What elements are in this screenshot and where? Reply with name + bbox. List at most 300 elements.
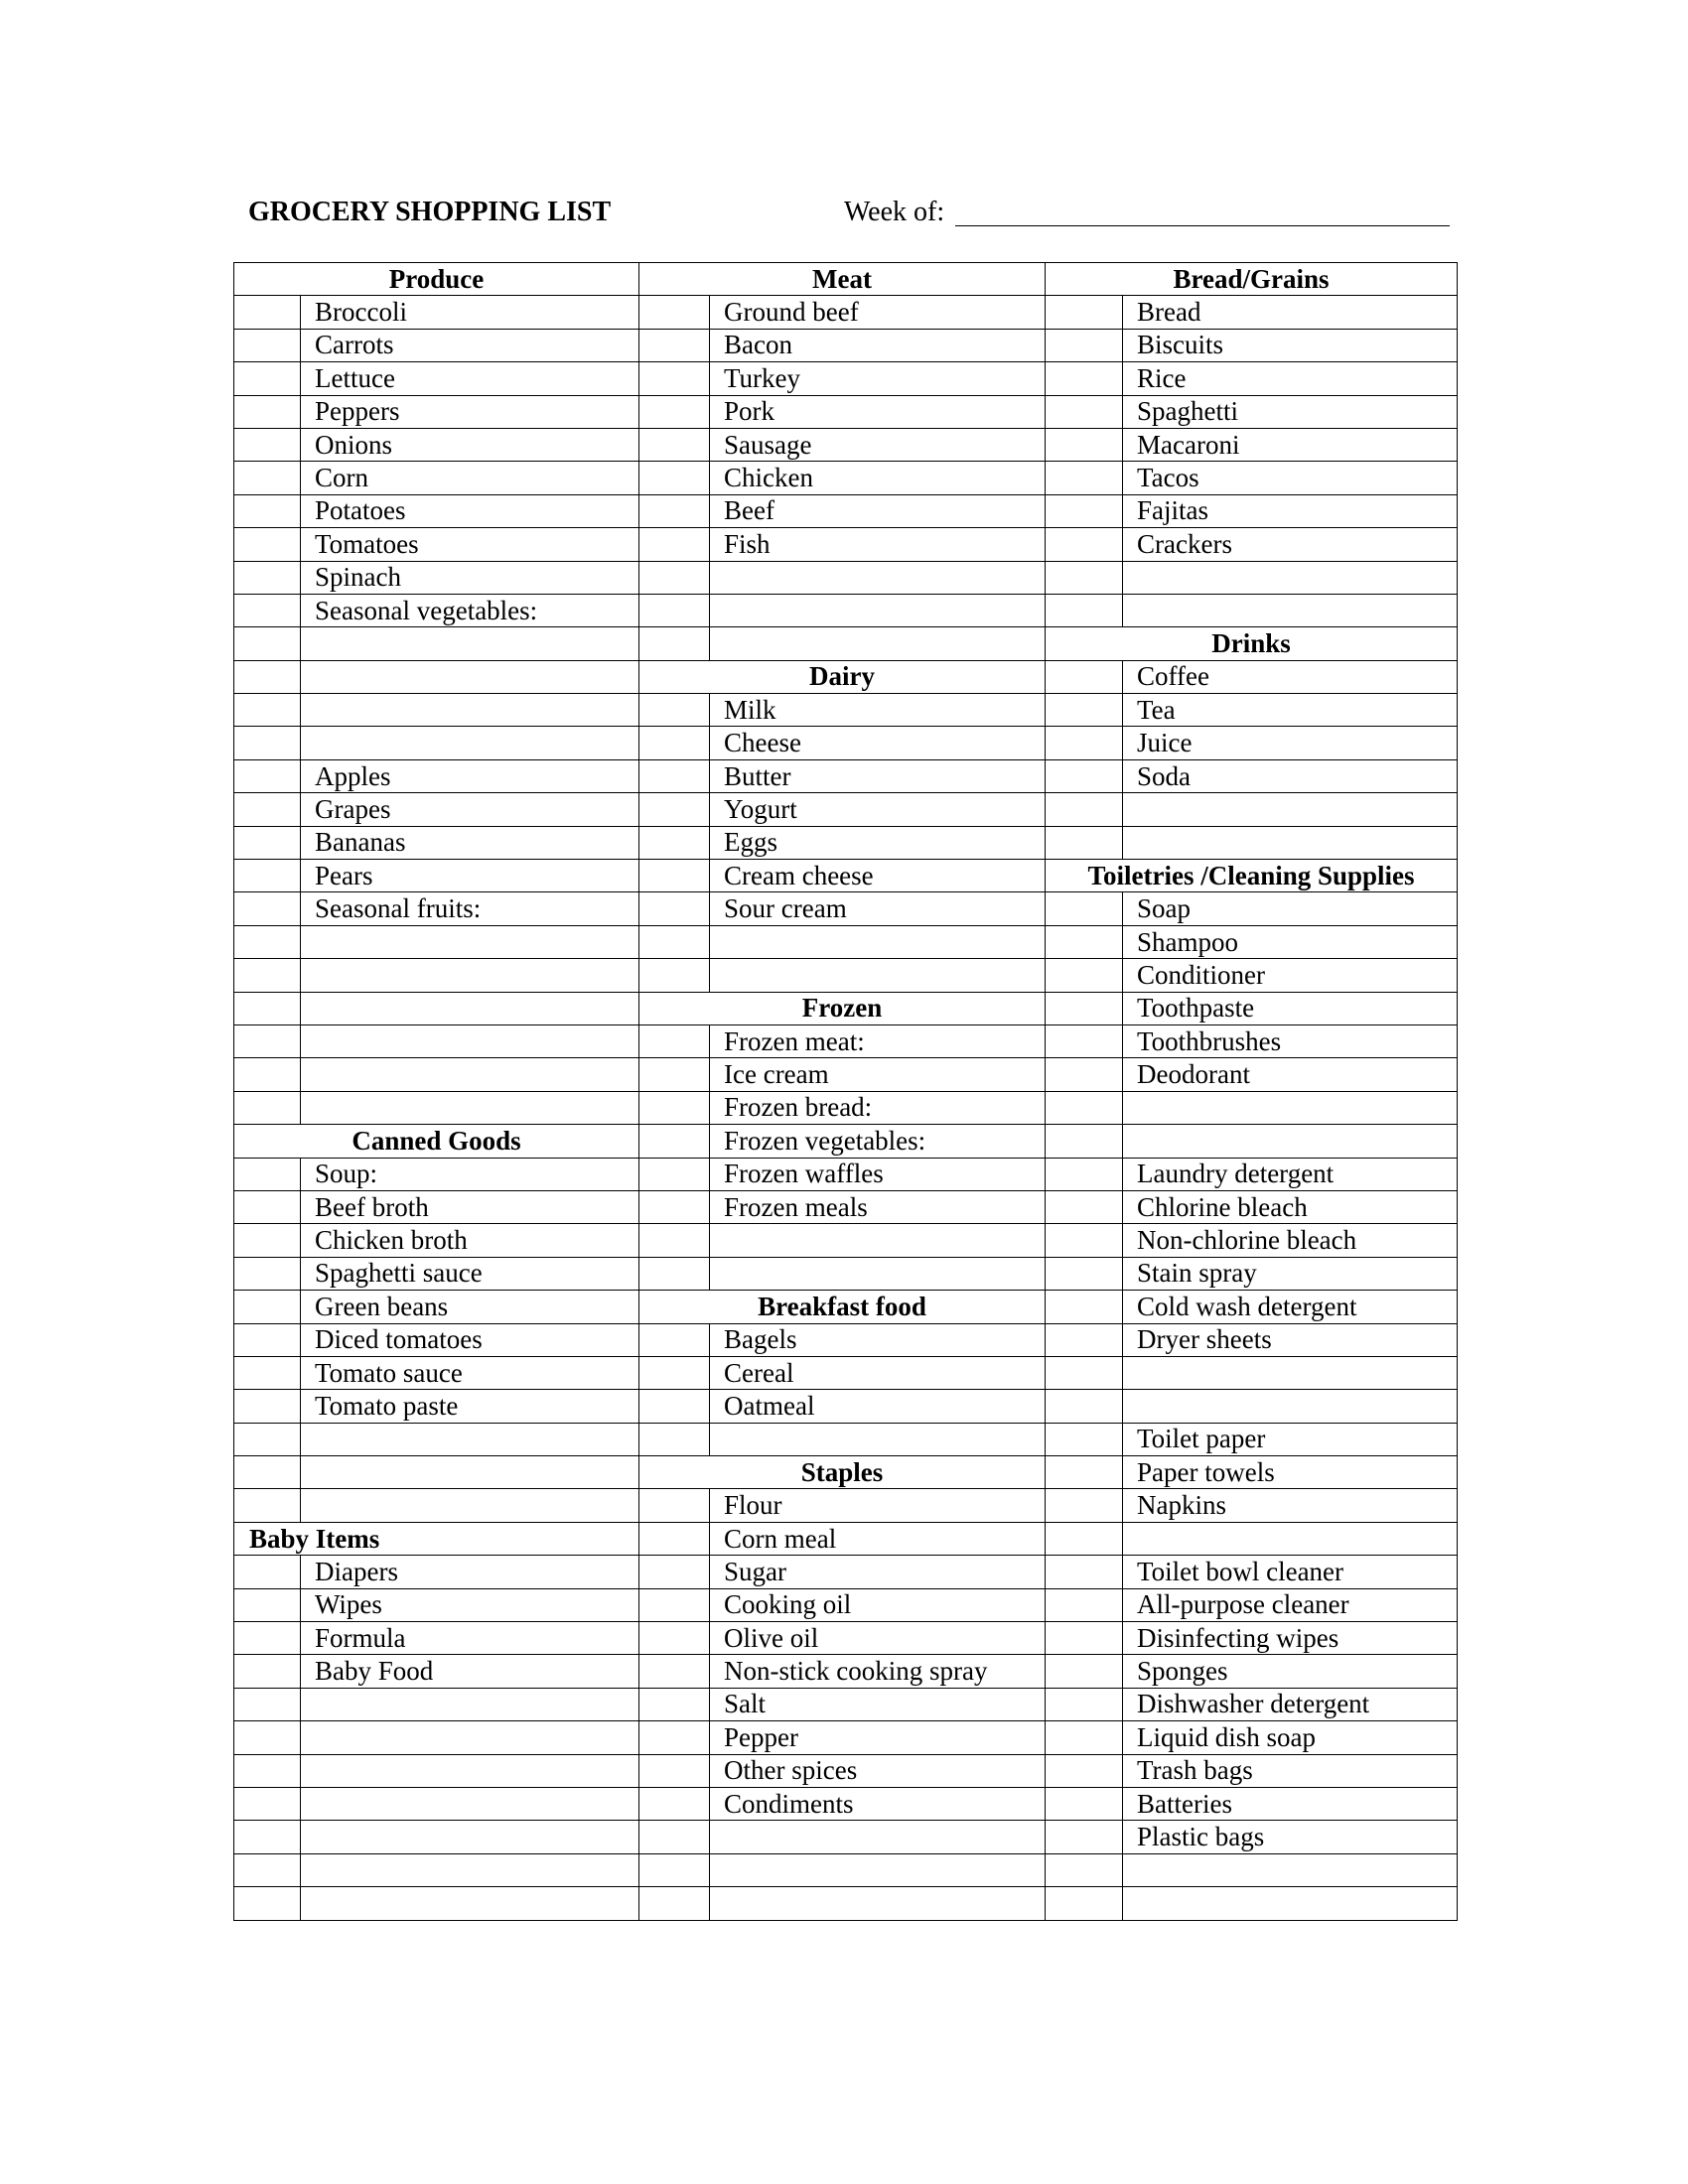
check-cell[interactable] [639, 1190, 710, 1223]
table-row [234, 296, 1458, 329]
check-cell[interactable] [639, 1323, 710, 1356]
check-cell[interactable] [234, 727, 301, 759]
check-cell[interactable] [639, 959, 710, 992]
check-cell[interactable] [234, 1158, 301, 1190]
check-cell[interactable] [234, 1688, 301, 1720]
blank-item-cell[interactable] [1123, 1853, 1458, 1886]
check-cell[interactable] [1046, 1257, 1123, 1290]
blank-item-cell[interactable] [1123, 826, 1458, 859]
check-cell[interactable] [1046, 1489, 1123, 1522]
section-header: Breakfast food [639, 1291, 1046, 1323]
check-cell[interactable] [1046, 1058, 1123, 1091]
table-row [234, 992, 1458, 1024]
list-item: Bread [1123, 296, 1458, 329]
check-cell[interactable] [1046, 528, 1123, 561]
blank-item-cell[interactable] [301, 1853, 639, 1886]
table-row [234, 594, 1458, 626]
check-cell[interactable] [234, 1190, 301, 1223]
check-cell[interactable] [234, 1058, 301, 1091]
blank-item-cell[interactable] [301, 1754, 639, 1787]
blank-item-cell[interactable] [1123, 1522, 1458, 1555]
check-cell[interactable] [234, 1091, 301, 1124]
table-row [234, 1456, 1458, 1489]
check-cell[interactable] [639, 1356, 710, 1389]
check-cell[interactable] [639, 1158, 710, 1190]
list-item: Milk [710, 694, 1046, 727]
list-item: Broccoli [301, 296, 639, 329]
table-row [234, 1323, 1458, 1356]
check-cell[interactable] [234, 561, 301, 594]
check-cell[interactable] [1046, 1390, 1123, 1423]
list-item: Cereal [710, 1356, 1046, 1389]
check-cell[interactable] [639, 1423, 710, 1455]
section-header: Staples [639, 1456, 1046, 1489]
list-item: Fish [710, 528, 1046, 561]
check-cell[interactable] [234, 528, 301, 561]
table-row [234, 1821, 1458, 1853]
list-item: Toilet bowl cleaner [1123, 1556, 1458, 1588]
blank-item-cell[interactable] [1123, 1887, 1458, 1920]
list-item: Bananas [301, 826, 639, 859]
blank-item-cell[interactable] [710, 1853, 1046, 1886]
list-item: Cheese [710, 727, 1046, 759]
check-cell[interactable] [639, 759, 710, 792]
check-cell[interactable] [234, 1821, 301, 1853]
table-row [234, 1688, 1458, 1720]
list-item: Soup: [301, 1158, 639, 1190]
check-cell[interactable] [234, 1224, 301, 1257]
list-item: Tacos [1123, 462, 1458, 494]
list-item: Chicken [710, 462, 1046, 494]
check-cell[interactable] [1046, 494, 1123, 527]
list-item: Plastic bags [1123, 1821, 1458, 1853]
check-cell[interactable] [639, 462, 710, 494]
check-cell[interactable] [639, 1091, 710, 1124]
check-cell[interactable] [234, 826, 301, 859]
check-cell[interactable] [1046, 759, 1123, 792]
check-cell[interactable] [639, 1522, 710, 1555]
list-item: Napkins [1123, 1489, 1458, 1522]
table-row [234, 1190, 1458, 1223]
table-row [234, 727, 1458, 759]
blank-item-cell[interactable] [710, 925, 1046, 958]
blank-item-cell[interactable] [301, 959, 639, 992]
check-cell[interactable] [234, 395, 301, 428]
check-cell[interactable] [234, 462, 301, 494]
check-cell[interactable] [639, 494, 710, 527]
list-item: Disinfecting wipes [1123, 1622, 1458, 1655]
check-cell[interactable] [1046, 1091, 1123, 1124]
check-cell[interactable] [234, 1853, 301, 1886]
week-of-label: Week of: [844, 197, 945, 227]
blank-item-cell[interactable] [710, 1423, 1046, 1455]
check-cell[interactable] [234, 892, 301, 925]
blank-item-cell[interactable] [301, 1787, 639, 1820]
check-cell[interactable] [1046, 1853, 1123, 1886]
check-cell[interactable] [639, 1887, 710, 1920]
table-row [234, 1556, 1458, 1588]
check-cell[interactable] [1046, 892, 1123, 925]
check-cell[interactable] [1046, 1588, 1123, 1621]
check-cell[interactable] [1046, 594, 1123, 626]
check-cell[interactable] [639, 1821, 710, 1853]
list-item: Cooking oil [710, 1588, 1046, 1621]
list-item: Bacon [710, 329, 1046, 361]
table-row [234, 892, 1458, 925]
table-row [234, 395, 1458, 428]
table-row [234, 1291, 1458, 1323]
table-row [234, 1091, 1458, 1124]
list-item: Laundry detergent [1123, 1158, 1458, 1190]
check-cell[interactable] [234, 1024, 301, 1057]
blank-item-cell[interactable] [301, 992, 639, 1024]
list-item: Formula [301, 1622, 639, 1655]
blank-item-cell[interactable] [1123, 594, 1458, 626]
list-item: Cold wash detergent [1123, 1291, 1458, 1323]
check-cell[interactable] [234, 1257, 301, 1290]
list-item: Spinach [301, 561, 639, 594]
check-cell[interactable] [234, 494, 301, 527]
blank-item-cell[interactable] [710, 1257, 1046, 1290]
check-cell[interactable] [234, 1356, 301, 1389]
list-item: Toothpaste [1123, 992, 1458, 1024]
list-item: Dishwasher detergent [1123, 1688, 1458, 1720]
check-cell[interactable] [1046, 925, 1123, 958]
list-item: Frozen vegetables: [710, 1125, 1046, 1158]
list-item: Flour [710, 1489, 1046, 1522]
check-cell[interactable] [639, 1024, 710, 1057]
blank-item-cell[interactable] [301, 1091, 639, 1124]
list-item: Deodorant [1123, 1058, 1458, 1091]
check-cell[interactable] [639, 925, 710, 958]
table-row [234, 793, 1458, 826]
blank-item-cell[interactable] [1123, 1390, 1458, 1423]
check-cell[interactable] [1046, 1622, 1123, 1655]
list-item: Green beans [301, 1291, 639, 1323]
list-item: Salt [710, 1688, 1046, 1720]
blank-item-cell[interactable] [710, 561, 1046, 594]
check-cell[interactable] [234, 1323, 301, 1356]
check-cell[interactable] [1046, 826, 1123, 859]
blank-item-cell[interactable] [301, 1058, 639, 1091]
check-cell[interactable] [1046, 395, 1123, 428]
check-cell[interactable] [234, 860, 301, 892]
check-cell[interactable] [234, 1489, 301, 1522]
table-row [234, 561, 1458, 594]
list-item: Condiments [710, 1787, 1046, 1820]
blank-item-cell[interactable] [1123, 1091, 1458, 1124]
list-item: Tomato paste [301, 1390, 639, 1423]
table-row [234, 1224, 1458, 1257]
check-cell[interactable] [639, 793, 710, 826]
check-cell[interactable] [234, 1754, 301, 1787]
list-item: Onions [301, 428, 639, 461]
section-header: Produce [234, 263, 639, 296]
check-cell[interactable] [1046, 959, 1123, 992]
list-item: Corn [301, 462, 639, 494]
check-cell[interactable] [1046, 329, 1123, 361]
list-item: Spaghetti sauce [301, 1257, 639, 1290]
check-cell[interactable] [1046, 1456, 1123, 1489]
check-cell[interactable] [639, 1556, 710, 1588]
blank-item-cell[interactable] [710, 627, 1046, 660]
blank-item-cell[interactable] [301, 1024, 639, 1057]
blank-item-cell[interactable] [1123, 561, 1458, 594]
list-item: Apples [301, 759, 639, 792]
check-cell[interactable] [1046, 1125, 1123, 1158]
blank-item-cell[interactable] [301, 1721, 639, 1754]
check-cell[interactable] [1046, 428, 1123, 461]
list-item: Coffee [1123, 660, 1458, 693]
table-row [234, 1622, 1458, 1655]
table-row [234, 428, 1458, 461]
document-header [248, 195, 1450, 234]
list-item: Crackers [1123, 528, 1458, 561]
check-cell[interactable] [1046, 561, 1123, 594]
list-item: Frozen meals [710, 1190, 1046, 1223]
check-cell[interactable] [1046, 1556, 1123, 1588]
check-cell[interactable] [234, 329, 301, 361]
table-row [234, 860, 1458, 892]
check-cell[interactable] [234, 959, 301, 992]
check-cell[interactable] [639, 329, 710, 361]
check-cell[interactable] [1046, 1655, 1123, 1688]
check-cell[interactable] [234, 694, 301, 727]
list-item: Shampoo [1123, 925, 1458, 958]
table-row [234, 1754, 1458, 1787]
table-row [234, 1887, 1458, 1920]
check-cell[interactable] [1046, 1224, 1123, 1257]
check-cell[interactable] [234, 296, 301, 329]
check-cell[interactable] [234, 627, 301, 660]
check-cell[interactable] [1046, 1356, 1123, 1389]
blank-item-cell[interactable] [301, 925, 639, 958]
list-item: Corn meal [710, 1522, 1046, 1555]
check-cell[interactable] [234, 660, 301, 693]
blank-item-cell[interactable] [1123, 1356, 1458, 1389]
check-cell[interactable] [639, 892, 710, 925]
check-cell[interactable] [639, 694, 710, 727]
check-cell[interactable] [639, 1224, 710, 1257]
check-cell[interactable] [639, 428, 710, 461]
check-cell[interactable] [639, 1257, 710, 1290]
table-row [234, 1721, 1458, 1754]
check-cell[interactable] [639, 1058, 710, 1091]
table-row [234, 826, 1458, 859]
blank-item-cell[interactable] [710, 594, 1046, 626]
page-title: GROCERY SHOPPING LIST [248, 197, 612, 227]
table-row [234, 1125, 1458, 1158]
table-row [234, 329, 1458, 361]
blank-item-cell[interactable] [301, 1456, 639, 1489]
list-item: Rice [1123, 362, 1458, 395]
check-cell[interactable] [234, 793, 301, 826]
blank-item-cell[interactable] [710, 1887, 1046, 1920]
check-cell[interactable] [234, 1588, 301, 1621]
check-cell[interactable] [234, 1556, 301, 1588]
blank-item-cell[interactable] [301, 1887, 639, 1920]
list-item: Pepper [710, 1721, 1046, 1754]
list-item: Tea [1123, 694, 1458, 727]
list-item: Fajitas [1123, 494, 1458, 527]
blank-item-cell[interactable] [301, 1688, 639, 1720]
check-cell[interactable] [1046, 362, 1123, 395]
table-row [234, 528, 1458, 561]
check-cell[interactable] [234, 1721, 301, 1754]
table-row [234, 1390, 1458, 1423]
check-cell[interactable] [639, 727, 710, 759]
blank-item-cell[interactable] [710, 1821, 1046, 1853]
check-cell[interactable] [1046, 1721, 1123, 1754]
check-cell[interactable] [639, 1688, 710, 1720]
check-cell[interactable] [639, 1390, 710, 1423]
list-item: Other spices [710, 1754, 1046, 1787]
list-item: Cream cheese [710, 860, 1046, 892]
check-cell[interactable] [234, 1390, 301, 1423]
check-cell[interactable] [1046, 660, 1123, 693]
check-cell[interactable] [639, 362, 710, 395]
check-cell[interactable] [1046, 1754, 1123, 1787]
section-header: Bread/Grains [1046, 263, 1458, 296]
list-item: Trash bags [1123, 1754, 1458, 1787]
check-cell[interactable] [234, 1787, 301, 1820]
blank-item-cell[interactable] [1123, 1125, 1458, 1158]
blank-item-cell[interactable] [301, 1489, 639, 1522]
check-cell[interactable] [1046, 727, 1123, 759]
list-item: Grapes [301, 793, 639, 826]
check-cell[interactable] [1046, 992, 1123, 1024]
list-item: Seasonal vegetables: [301, 594, 639, 626]
check-cell[interactable] [1046, 1821, 1123, 1853]
table-row [234, 1655, 1458, 1688]
list-item: Stain spray [1123, 1257, 1458, 1290]
list-item: Biscuits [1123, 329, 1458, 361]
table-row [234, 462, 1458, 494]
table-row [234, 1058, 1458, 1091]
table-row [234, 759, 1458, 792]
table-row [234, 925, 1458, 958]
check-cell[interactable] [234, 428, 301, 461]
check-cell[interactable] [234, 1622, 301, 1655]
list-item: Sour cream [710, 892, 1046, 925]
check-cell[interactable] [639, 627, 710, 660]
blank-item-cell[interactable] [301, 660, 639, 693]
check-cell[interactable] [1046, 694, 1123, 727]
table-row [234, 494, 1458, 527]
table-row [234, 694, 1458, 727]
list-item: Paper towels [1123, 1456, 1458, 1489]
check-cell[interactable] [639, 296, 710, 329]
check-cell[interactable] [234, 1423, 301, 1455]
table-row [234, 362, 1458, 395]
check-cell[interactable] [1046, 1787, 1123, 1820]
check-cell[interactable] [639, 1622, 710, 1655]
table-row [234, 1489, 1458, 1522]
check-cell[interactable] [1046, 1522, 1123, 1555]
check-cell[interactable] [234, 1291, 301, 1323]
list-item: Beef broth [301, 1190, 639, 1223]
list-item: Liquid dish soap [1123, 1721, 1458, 1754]
list-item: Macaroni [1123, 428, 1458, 461]
check-cell[interactable] [234, 759, 301, 792]
check-cell[interactable] [639, 1655, 710, 1688]
check-cell[interactable] [1046, 1190, 1123, 1223]
check-cell[interactable] [639, 860, 710, 892]
list-item: Non-chlorine bleach [1123, 1224, 1458, 1257]
check-cell[interactable] [234, 594, 301, 626]
blank-item-cell[interactable] [301, 727, 639, 759]
check-cell[interactable] [1046, 296, 1123, 329]
week-of-field[interactable] [955, 225, 1450, 226]
check-cell[interactable] [639, 594, 710, 626]
table-row [234, 1787, 1458, 1820]
section-header: Baby Items [234, 1522, 639, 1555]
check-cell[interactable] [1046, 1291, 1123, 1323]
list-item: Toothbrushes [1123, 1024, 1458, 1057]
list-item: Batteries [1123, 1787, 1458, 1820]
check-cell[interactable] [639, 1853, 710, 1886]
shopping-list-table [233, 262, 1458, 1921]
section-header: Toiletries /Cleaning Supplies [1046, 860, 1458, 892]
list-item: Sugar [710, 1556, 1046, 1588]
check-cell[interactable] [639, 1721, 710, 1754]
check-cell[interactable] [1046, 462, 1123, 494]
blank-item-cell[interactable] [301, 1821, 639, 1853]
check-cell[interactable] [639, 1588, 710, 1621]
list-item: Peppers [301, 395, 639, 428]
table-row [234, 1588, 1458, 1621]
list-item: Diapers [301, 1556, 639, 1588]
check-cell[interactable] [1046, 1323, 1123, 1356]
list-item: Pears [301, 860, 639, 892]
list-item: Potatoes [301, 494, 639, 527]
blank-item-cell[interactable] [710, 1224, 1046, 1257]
check-cell[interactable] [1046, 1423, 1123, 1455]
check-cell[interactable] [1046, 1024, 1123, 1057]
blank-item-cell[interactable] [710, 959, 1046, 992]
blank-item-cell[interactable] [301, 694, 639, 727]
check-cell[interactable] [234, 1887, 301, 1920]
list-item: Sponges [1123, 1655, 1458, 1688]
check-cell[interactable] [1046, 1158, 1123, 1190]
list-item: Chicken broth [301, 1224, 639, 1257]
list-item: Lettuce [301, 362, 639, 395]
list-item: Beef [710, 494, 1046, 527]
check-cell[interactable] [234, 925, 301, 958]
check-cell[interactable] [639, 1125, 710, 1158]
check-cell[interactable] [639, 528, 710, 561]
check-cell[interactable] [234, 362, 301, 395]
list-item: Non-stick cooking spray [710, 1655, 1046, 1688]
list-item: Soda [1123, 759, 1458, 792]
check-cell[interactable] [234, 1456, 301, 1489]
check-cell[interactable] [234, 1655, 301, 1688]
check-cell[interactable] [639, 395, 710, 428]
check-cell[interactable] [234, 992, 301, 1024]
blank-item-cell[interactable] [301, 627, 639, 660]
check-cell[interactable] [639, 561, 710, 594]
check-cell[interactable] [1046, 1887, 1123, 1920]
table-row [234, 1024, 1458, 1057]
check-cell[interactable] [1046, 1688, 1123, 1720]
blank-item-cell[interactable] [1123, 793, 1458, 826]
blank-item-cell[interactable] [301, 1423, 639, 1455]
check-cell[interactable] [639, 826, 710, 859]
check-cell[interactable] [639, 1489, 710, 1522]
check-cell[interactable] [639, 1754, 710, 1787]
check-cell[interactable] [639, 1787, 710, 1820]
check-cell[interactable] [1046, 793, 1123, 826]
